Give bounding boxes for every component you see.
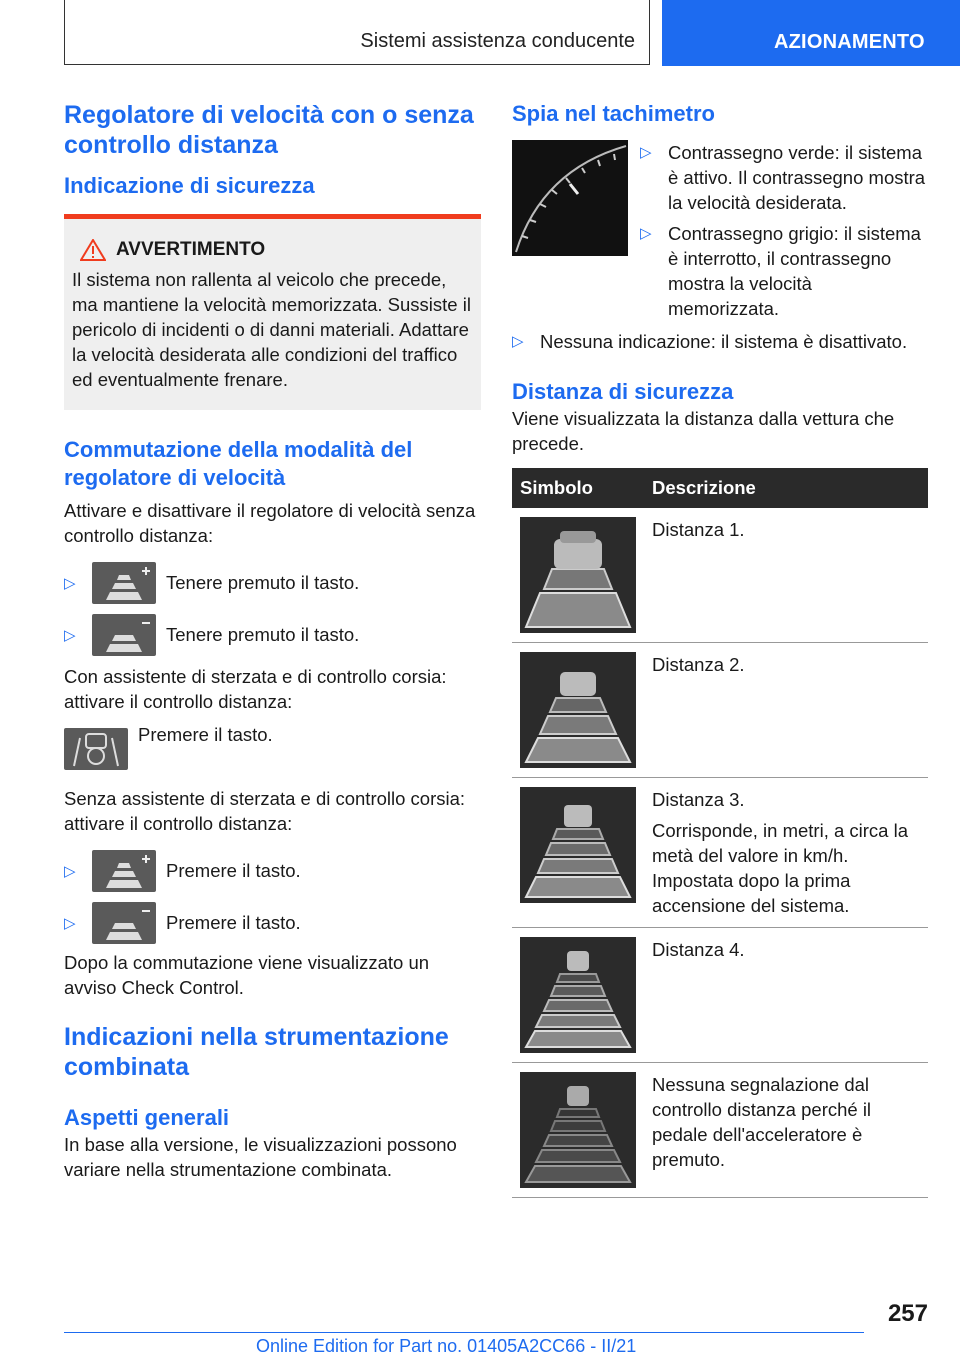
after-switch-text: Dopo la commutazione viene visualizzato un avviso Check Control.: [64, 952, 430, 998]
distance-3-desc: Distanza 3.: [652, 789, 745, 810]
bullet-triangle-icon: ▷: [64, 574, 76, 592]
symbol-cell: [512, 508, 644, 643]
bullet-triangle-icon: ▷: [640, 144, 652, 161]
bullet-triangle-icon: ▷: [512, 333, 524, 350]
steering-assist-button-icon: [64, 728, 128, 770]
distance-heading: Distanza di sicurezza: [512, 379, 734, 404]
distance-1-desc: Distanza 1.: [652, 519, 745, 540]
distance-4-image: [520, 937, 636, 1053]
header-chapter-tab: AZIONAMENTO: [662, 0, 960, 66]
tacho-bullet-none: [512, 329, 928, 354]
distance-plus-button-icon: [92, 850, 156, 892]
safety-heading: Indicazione di sicurezza: [64, 173, 315, 198]
col-header-symbol: Simbolo: [512, 468, 644, 508]
distance-4-desc: Distanza 4.: [652, 939, 745, 960]
distance-table: [512, 468, 928, 1198]
no-signal-image: [520, 1072, 636, 1188]
distance-2-desc: Distanza 2.: [652, 654, 745, 675]
table-header-row: [512, 468, 928, 508]
bullet-hold-1: [64, 562, 481, 604]
without-assist-text: Senza assistente di sterzata e di controllo corsia: attivare il controllo distanza:: [64, 788, 466, 834]
tacho-heading: Spia nel tachimetro: [512, 101, 715, 126]
bullet-press-2: [64, 902, 481, 944]
footer-divider: [64, 1332, 864, 1333]
tacho-green-text: Contrassegno verde: il sistema è attivo. Il contrassegno mostra la velocità desiderata.: [668, 142, 926, 213]
warning-title: AVVERTIMENTO: [116, 239, 266, 260]
left-column: [64, 100, 481, 1182]
press-text-2: Premere il tasto.: [166, 912, 301, 933]
desc-cell: [644, 508, 928, 643]
distance-3-image: [520, 787, 636, 903]
page-number: 257: [887, 1300, 928, 1327]
header-section-title: Sistemi assistenza conducente: [360, 30, 635, 52]
general-text: In base alla versione, le visualizzazioni possono variare nella strumentazione combinata.: [64, 1134, 457, 1180]
distance-2-image: [520, 652, 636, 768]
bullet-triangle-icon: ▷: [64, 862, 76, 880]
press-text-1: Premere il tasto.: [166, 860, 301, 881]
tacho-block: [512, 140, 928, 321]
symbol-cell: [512, 1063, 644, 1198]
footer-edition: Online Edition for Part no. 01405A2CC66 - II/21: [256, 1336, 637, 1356]
hold-text-2: Tenere premuto il tasto.: [166, 624, 360, 645]
tachometer-image: [512, 140, 628, 256]
distance-1-image: [520, 517, 636, 633]
table-row: [512, 643, 928, 778]
cluster-heading: Indicazioni nella strumentazione combinata: [64, 1023, 449, 1081]
warning-triangle-icon: [80, 239, 106, 261]
warning-box: [64, 214, 481, 410]
bullet-triangle-icon: ▷: [640, 225, 652, 242]
right-column: [512, 100, 928, 1198]
press-steer-text: Premere il tasto.: [138, 724, 273, 745]
table-row: [512, 1063, 928, 1198]
hold-text-1: Tenere premuto il tasto.: [166, 572, 360, 593]
distance-3-extra: Corrisponde, in metri, a circa la metà del valore in km/h. Impostata dopo la prima accensione del sistema.: [652, 820, 909, 916]
bullet-triangle-icon: ▷: [64, 914, 76, 932]
warning-text: Il sistema non rallenta al veicolo che precede, ma mantiene la velocità memorizzata. Sussiste il pericolo di incidenti o di danni materiali. Adattare la velocità desiderata alle condizioni del traffico ed eventualmente frenare.: [72, 269, 471, 390]
no-signal-desc: Nessuna segnalazione dal controllo distanza perché il pedale dell'acceleratore è premuto.: [652, 1074, 872, 1170]
steer-button-row: [64, 722, 481, 770]
switch-intro: Attivare e disattivare il regolatore di velocità senza controllo distanza:: [64, 500, 476, 546]
tacho-none-text: Nessuna indicazione: il sistema è disattivato.: [540, 331, 908, 352]
bullet-press-1: [64, 850, 481, 892]
bullet-triangle-icon: ▷: [64, 626, 76, 644]
header-section-box: [64, 0, 650, 65]
general-heading: Aspetti generali: [64, 1105, 230, 1130]
warning-title-row: [72, 239, 473, 261]
bullet-hold-2: [64, 614, 481, 656]
distance-minus-button-icon: [92, 902, 156, 944]
desc-cell: [644, 643, 928, 778]
distance-minus-button-icon: [92, 614, 156, 656]
distance-intro: Viene visualizzata la distanza dalla vettura che precede.: [512, 408, 895, 454]
symbol-cell: [512, 643, 644, 778]
symbol-cell: [512, 928, 644, 1063]
desc-cell: [644, 778, 928, 928]
symbol-cell: [512, 778, 644, 928]
table-row: [512, 928, 928, 1063]
desc-cell: [644, 928, 928, 1063]
tacho-bullet-grey: [640, 221, 928, 321]
tacho-bullet-green: [640, 140, 928, 215]
switch-heading: Commutazione della modalità del regolatore di velocità: [64, 437, 413, 490]
table-row: [512, 508, 928, 643]
col-header-description: Descrizione: [644, 468, 928, 508]
desc-cell: [644, 1063, 928, 1198]
with-assist-text: Con assistente di sterzata e di controllo corsia: attivare il controllo distanza:: [64, 666, 447, 712]
distance-plus-button-icon: [92, 562, 156, 604]
page-header: [0, 0, 960, 66]
tacho-bullets: [640, 140, 928, 321]
main-title: Regolatore di velocità con o senza controllo distanza: [64, 101, 474, 159]
table-row: [512, 778, 928, 928]
tacho-grey-text: Contrassegno grigio: il sistema è interrotto, il contrassegno mostra la velocità memorizzata.: [668, 223, 921, 319]
